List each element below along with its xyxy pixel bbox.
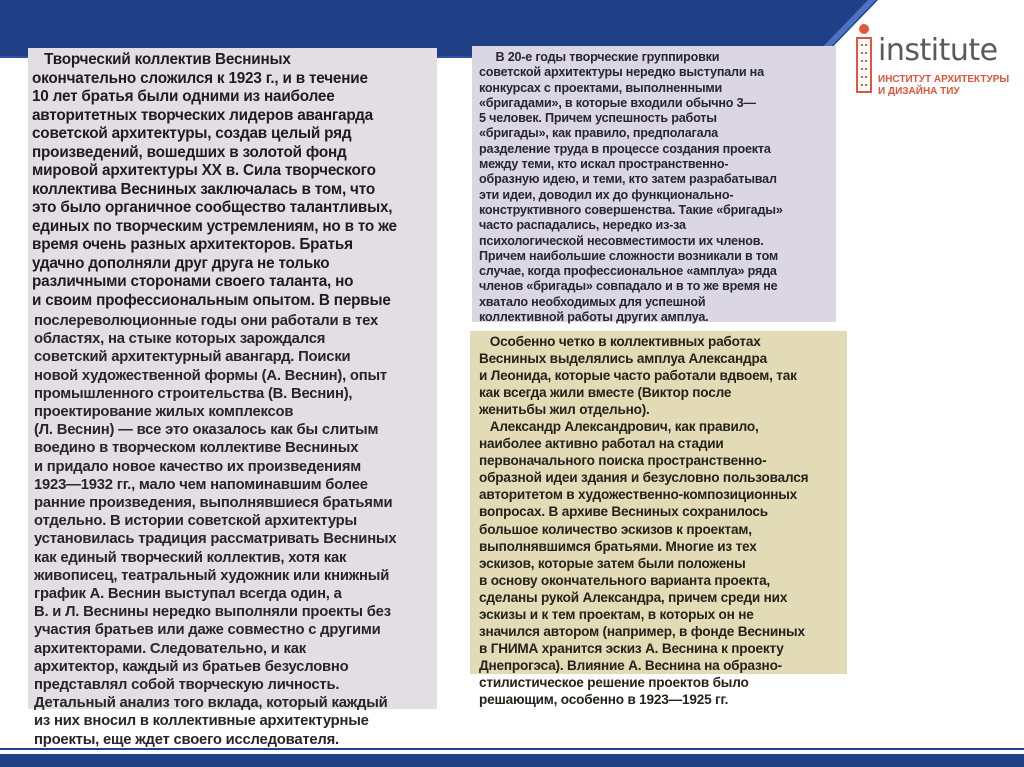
logo-subtitle-line2: И ДИЗАЙНА ТИУ [878, 86, 960, 97]
left-paragraph-2: послереволюционные годы они работали в тех областях, на стыке которых зарождался советский архитектурный авангард. Поиски новой художественной формы (А. Веснин), опыт промышленного строительства (В. Веснин), проектирование жилых комплексов (Л. Веснин) — все это оказалось как бы слитым воедино в творческом коллективе Весниных и придало новое качество их произведениям 1923—1932 гг., мало чем напоминавшим более ранние произведения, выполнявшиеся братьями отдельно. В истории советской архитектуры установилась традиция рассматривать Весниных как единый творческий коллектив, хотя как живописец, театральный художник или книжный график А. Веснин выступал всегда один, а В. и Л. Веснины нередко выполняли проекты без участия братьев или даже совместно с другими архитекторами. Следовательно, и как архитектор, каждый из братьев безусловно представлял собой творческую личность. Детальный анализ того вклада, который каждый из них вносил в коллективные архитектурные проекты, еще ждет своего исследователя. [34, 313, 397, 748]
left-paragraph-1: Творческий коллектив Весниных окончательно сложился к 1923 г., и в течение 10 лет братья были одними из наиболее авторитетных творческих лидеров авангарда советской архитектуры, создав целый ряд произведений, вошедших в золотой фонд мировой архитектуры XX в. Сила творческого коллектива Весниных заключалась в том, что это было органичное сообщество талантливых, единых по творческим устремлениям, но в то же время очень разных архитекторов. Братья удачно дополняли друг друга не только различными сторонами своего таланта, но и своим профессиональным опытом. В первые [32, 51, 397, 309]
bottom-bar-fill [0, 754, 1024, 767]
bottom-footer-bar [0, 748, 1024, 767]
bottom-right-paragraph: Особенно четко в коллективных работах Весниных выделялись амплуа Александра и Леонида, которые часто работали вдвоем, так как всегда жили вместе (Виктор после женитьбы жил отдельно). Александр Александрович, как правило, наиболее активно работал на стадии первоначального поиска пространственно- образной идеи здания и безусловно пользовался авторитетом в художественно-композиционных вопросах. В архиве Весниных сохранилось большое количество эскизов к проектам, выполнявшимся братьями. Многие из тех эскизов, которые затем были положены в основу окончательного варианта проекта, сделаны рукой Александра, причем среди них эскизы и к тем проектам, в которых он не значился автором (например, в фонде Весниных в ГНИМА хранится эскиз А. Веснина к проекту Днепрогэса). Влияние А. Веснина на образно- стилистическое решение проектов было решающим, особенно в 1923—1925 гг. [479, 334, 809, 707]
scan-left-excerpt [28, 48, 437, 748]
top-right-paragraph: В 20-е годы творческие группировки советской архитектуры нередко выступали на конкурсах с проектами, выполненными «бригадами», в которые входили обычно 3— 5 человек. Причем успешность работы «бригады», как правило, предполагала разделение труда в процессе создания проекта между теми, кто искал пространственно- образную идею, и теми, кто затем разрабатывал эти идеи, доводил их до функционально- конструктивного совершенства. Такие «бригады» часто распадались, нередко из-за психологической несовместимости их членов. Причем наибольшие сложности возникали в том случае, когда профессиональное «амплуа» ряда членов «бригады» совпадало и в то же время не хватало необходимых для успешной коллективной работы других амплуа. [479, 50, 783, 325]
logo-subtitle-line1: ИНСТИТУТ АРХИТЕКТУРЫ [878, 74, 1010, 85]
logo-wordmark: institute [878, 33, 998, 68]
scan-bottom-right-excerpt [470, 331, 847, 707]
bottom-bar-thin-line [0, 748, 1024, 750]
scan-top-right-excerpt [472, 46, 836, 325]
institute-logo [854, 22, 1024, 100]
logo-mark-icon [854, 22, 874, 100]
